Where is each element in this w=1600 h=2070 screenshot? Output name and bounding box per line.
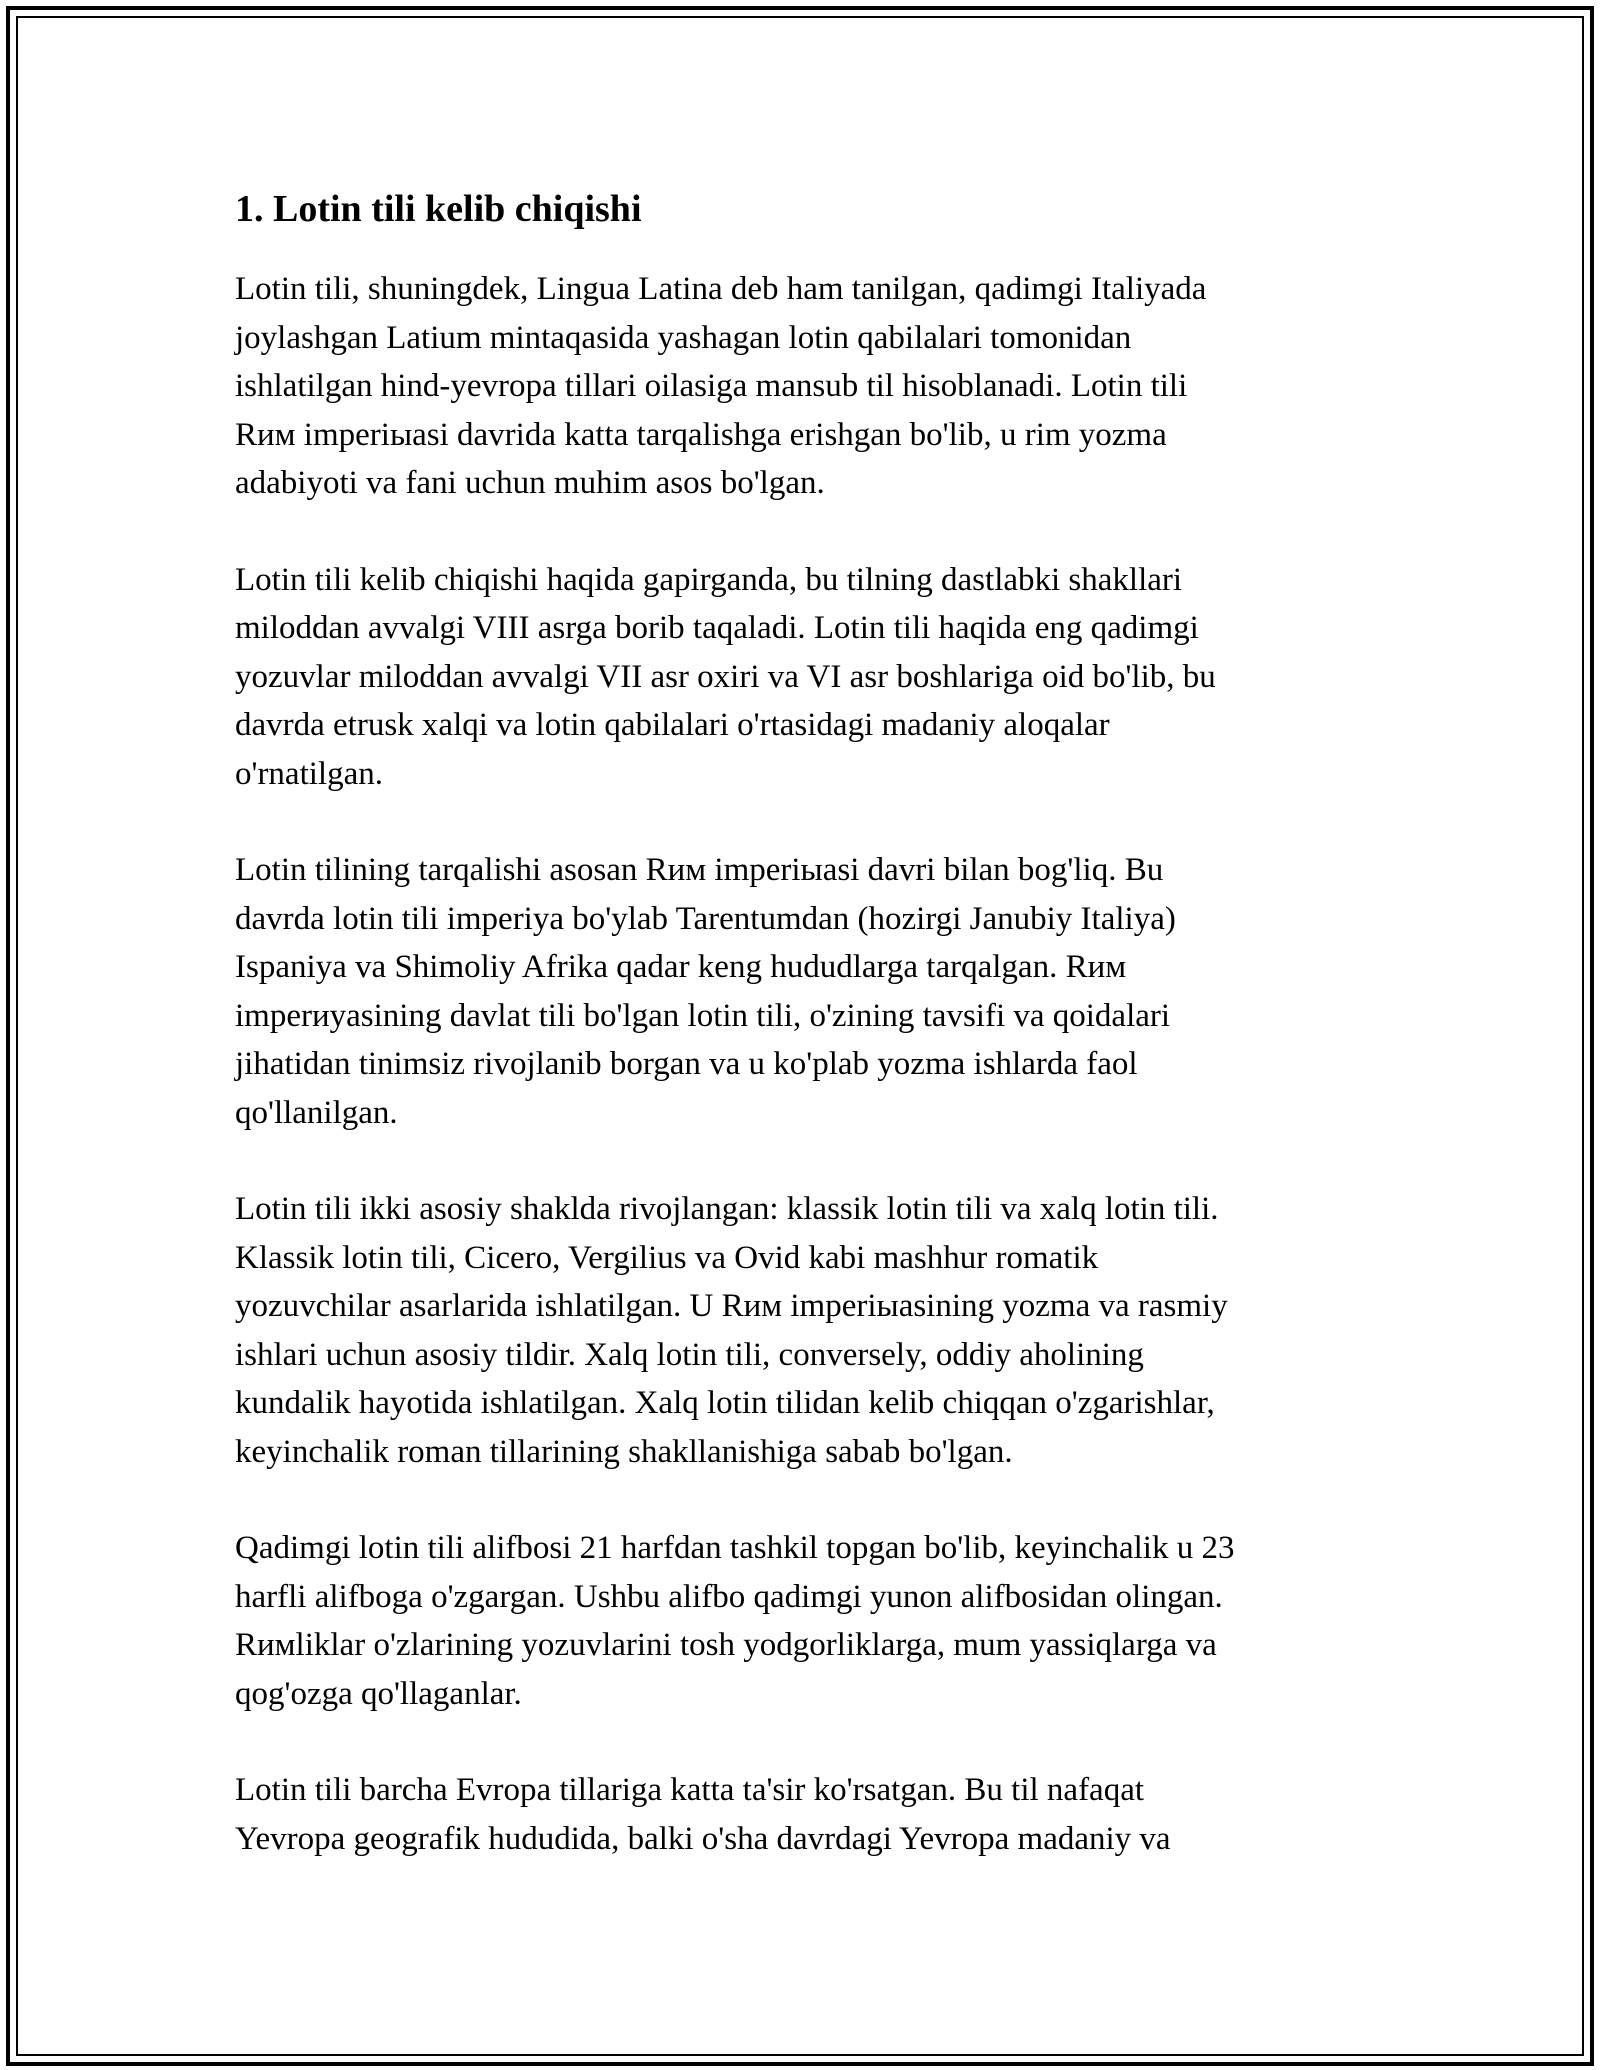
text-line: Lotin tili, shuningdek, Lingua Latina deb ham tanilgan, qadimgi Italiyada	[235, 271, 1207, 307]
text-line: Ispaniya va Shimoliy Afrika qadar keng hududlarga tarqalgan. Rим	[235, 949, 1127, 985]
paragraph-5	[235, 1524, 1365, 1718]
text-line: ishlatilgan hind-yevropa tillari oilasiga mansub til hisoblanadi. Lotin tili	[235, 368, 1188, 404]
text-line: Rим imperiыasi davrida katta tarqalishga erishgan bo'lib, u rim yozma	[235, 416, 1167, 453]
text-line: keyinchalik roman tillarining shakllanishiga sabab bo'lgan.	[235, 1433, 1013, 1470]
text-line: Lotin tili ikki asosiy shaklda rivojlangan: klassik lotin tili va xalq lotin tili.	[235, 1191, 1219, 1227]
text-line: Lotin tilining tarqalishi asosan Rим imperiыasi davri bilan bog'liq. Bu	[235, 852, 1164, 888]
text-line: Rимliklar o'zlarining yozuvlarini tosh yodgorliklarga, mum yassiqlarga va	[235, 1627, 1217, 1663]
text-line: davrda etrusk xalqi va lotin qabilalari o'rtasidagi madaniy aloqalar	[235, 707, 1110, 743]
text-line: harfli alifboga o'zgargan. Ushbu alifbo qadimgi yunon alifbosidan olingan.	[235, 1578, 1223, 1615]
text-line: imperиyasining davlat tili bo'lgan lotin tili, o'zining tavsifi va qoidalari	[235, 997, 1171, 1034]
text-line: adabiyoti va fani uchun muhim asos bo'lgan.	[235, 465, 825, 501]
text-line: qo'llanilgan.	[235, 1094, 398, 1131]
text-line: joylashgan Latium mintaqasida yashagan lotin qabilalari tomonidan	[235, 319, 1132, 356]
text-line: davrda lotin tili imperiya bo'ylab Tarentumdan (hozirgi Janubiy Italiya)	[235, 900, 1176, 937]
paragraph-3	[235, 846, 1365, 1137]
paragraph-1	[235, 265, 1365, 508]
text-line: jihatidan tinimsiz rivojlanib borgan va u ko'plab yozma ishlarda faol	[235, 1046, 1138, 1082]
text-line: yozuvchilar asarlarida ishlatilgan. U Rим imperiыasining yozma va rasmiy	[235, 1288, 1228, 1324]
text-line: Lotin tili barcha Evropa tillariga katta ta'sir ko'rsatgan. Bu til nafaqat	[235, 1772, 1145, 1808]
text-line: ishlari uchun asosiy tildir. Xalq lotin tili, conversely, oddiy aholining	[235, 1336, 1144, 1373]
text-line: Klassik lotin tili, Cicero, Vergilius va Ovid kabi mashhur romatik	[235, 1239, 1099, 1276]
text-line: Yevropa geografik hududida, balki o'sha davrdagi Yevropa madaniy va	[235, 1820, 1171, 1857]
paragraph-6	[235, 1766, 1365, 1863]
paragraph-2	[235, 556, 1365, 799]
text-line: Qadimgi lotin tili alifbosi 21 harfdan tashkil topgan bo'lib, keyinchalik u 23	[235, 1530, 1235, 1566]
text-line: miloddan avvalgi VIII asrga borib taqaladi. Lotin tili haqida eng qadimgi	[235, 610, 1199, 646]
document-body	[235, 185, 1365, 1911]
section-heading: 1. Lotin tili kelib chiqishi	[235, 188, 642, 230]
text-line: yozuvlar miloddan avvalgi VII asr oxiri va VI asr boshlariga oid bo'lib, bu	[235, 658, 1216, 695]
paragraph-4	[235, 1185, 1365, 1476]
text-line: Lotin tili kelib chiqishi haqida gapirganda, bu tilning dastlabki shakllari	[235, 561, 1183, 598]
text-line: o'rnatilgan.	[235, 755, 383, 792]
text-line: qog'ozga qo'llaganlar.	[235, 1675, 522, 1712]
text-line: kundalik hayotida ishlatilgan. Xalq lotin tilidan kelib chiqqan o'zgarishlar,	[235, 1385, 1215, 1421]
